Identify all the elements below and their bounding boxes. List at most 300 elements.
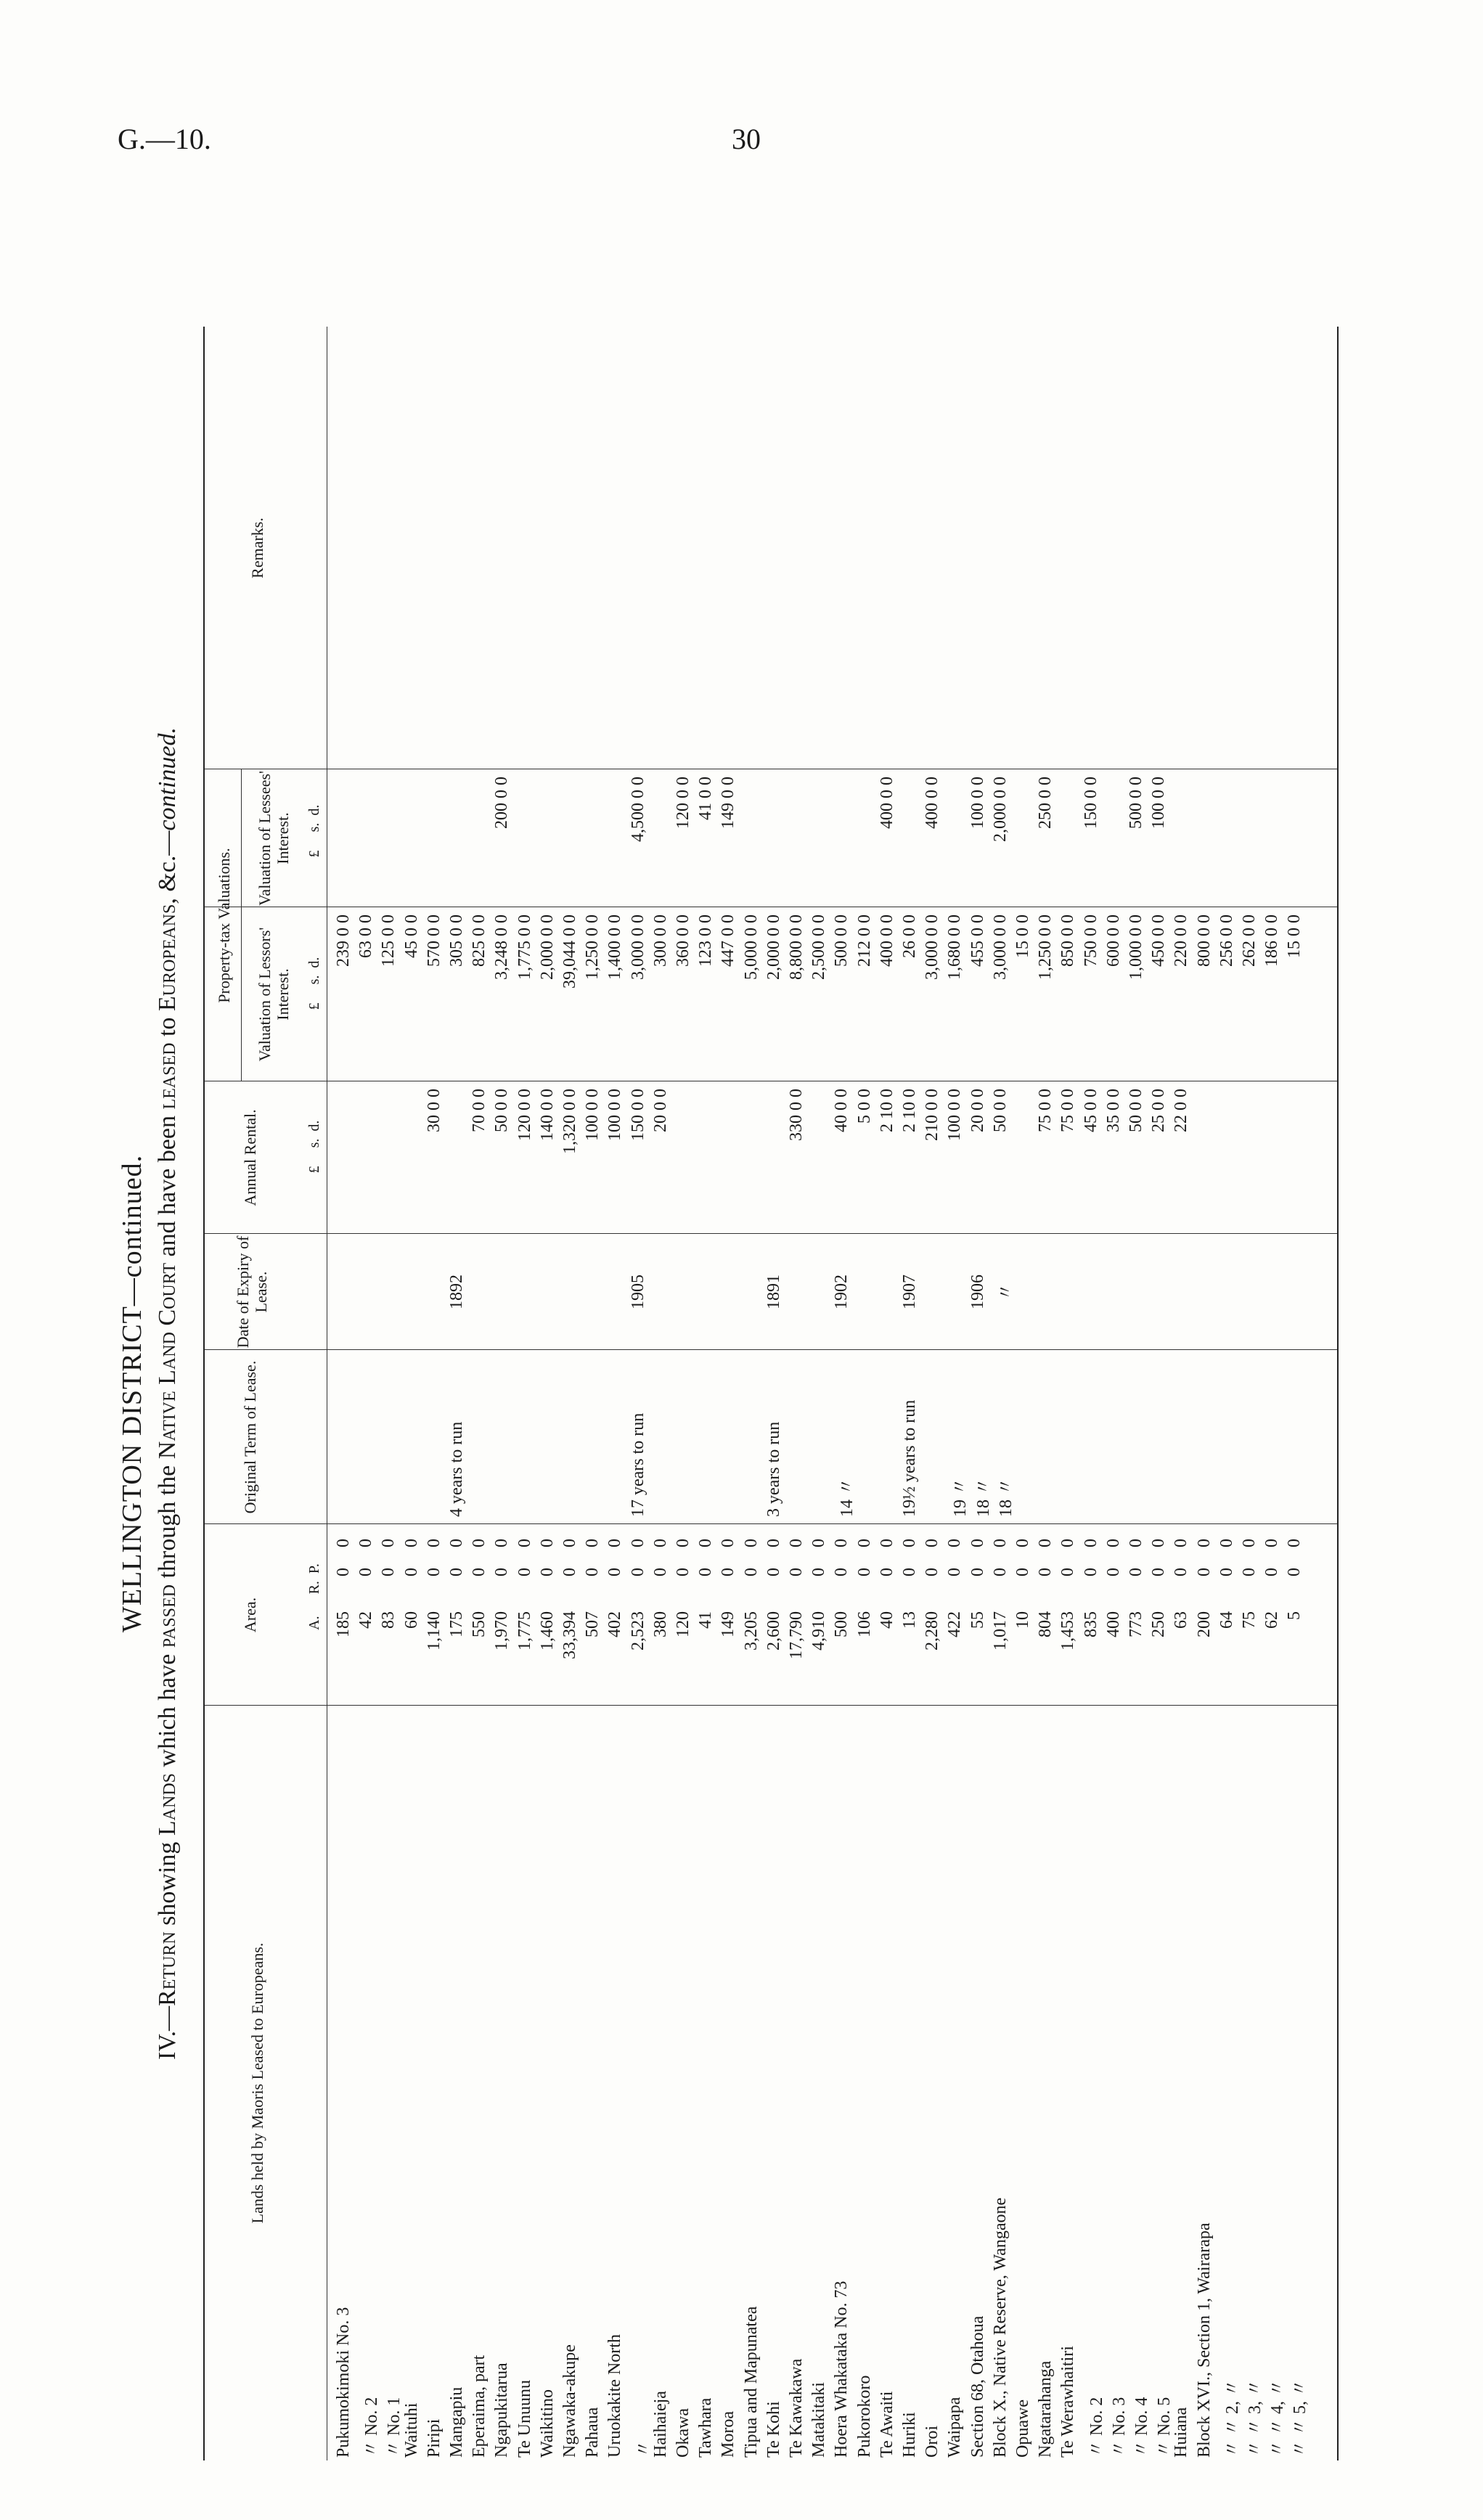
area-perches: 0 [696,1539,716,1547]
lessees-valuation: 120 0 0 [674,777,693,829]
area-roods: 0 [832,1568,851,1576]
annual-rental: 70 0 0 [470,1089,489,1132]
area-acres: 500 [832,1611,851,1637]
lands: 〃 〃 2, 〃 [1222,2379,1242,2458]
area-acres: 1,775 [515,1611,534,1650]
term: 17 years to run [628,1412,647,1517]
lands: Opuawe [1013,2400,1032,2458]
lands: 〃 〃 4, 〃 [1268,2379,1288,2458]
area-perches: 0 [719,1539,738,1547]
area-perches: 0 [492,1539,512,1547]
lessors-valuation: 3,248 0 0 [492,915,512,980]
term: 19 〃 [951,1478,971,1517]
lands: 〃 No. 4 [1132,2397,1151,2458]
area-roods: 0 [968,1568,987,1576]
annual-rental: 75 0 0 [1036,1089,1055,1132]
area-perches: 0 [379,1539,399,1547]
table-row [356,327,382,2460]
annual-rental: 330 0 0 [787,1089,806,1141]
area-roods: 0 [1217,1568,1236,1576]
lands: Te Awaiti [877,2391,896,2458]
annual-rental: 150 0 0 [628,1089,647,1141]
area-roods: 0 [1240,1568,1259,1576]
table-row [447,327,467,2460]
area-acres: 380 [650,1611,670,1637]
lessees-valuation: 250 0 0 [1036,777,1055,829]
lessors-units: £ s. d. [306,957,322,1010]
area-perches: 0 [741,1539,761,1547]
header-remarks: Remarks. [248,518,266,578]
annual-rental: 20 0 0 [968,1089,987,1132]
table-row [1217,327,1242,2460]
lands: Te Kohi [764,2401,783,2458]
table-row [787,327,806,2460]
lands: Tawhara [696,2397,716,2458]
expiry: 1906 [968,1275,987,1309]
expiry: 1892 [447,1275,466,1309]
term: 3 years to run [764,1421,783,1517]
lessors-valuation: 1,250 0 0 [583,915,602,980]
page-number: 30 [732,123,761,155]
area-perches: 0 [1217,1539,1236,1547]
area-perches: 0 [809,1539,829,1547]
area-perches: 0 [1036,1539,1055,1547]
area-perches: 0 [1172,1539,1191,1547]
area-roods: 0 [696,1568,716,1576]
lessors-valuation: 600 0 0 [1103,915,1123,967]
annual-rental: 35 0 0 [1103,1089,1123,1132]
lessees-valuation: 500 0 0 [1127,777,1145,829]
lands: Oroi [923,2426,942,2458]
lands: Ngapukitarua [492,2362,512,2458]
annual-rental: 20 0 0 [650,1089,670,1132]
annual-rental: 100 0 0 [605,1089,625,1141]
lessors-valuation: 8,800 0 0 [787,915,806,980]
area-perches: 0 [877,1539,896,1547]
lessors-valuation: 450 0 0 [1149,915,1169,967]
area-acres: 40 [877,1611,896,1629]
lands: 〃 〃 3, 〃 [1246,2379,1265,2458]
table-row [425,327,444,2460]
table-row [1058,327,1078,2460]
area-roods: 0 [1127,1568,1145,1576]
area-roods: 0 [787,1568,806,1576]
lessors-valuation: 15 0 0 [1285,915,1304,958]
lands: Moroa [719,2411,738,2458]
annual-rental: 45 0 0 [1081,1089,1100,1132]
annual-rental: 50 0 0 [990,1089,1010,1132]
document-code: G.—10. [118,123,211,155]
table-row [1036,327,1055,2460]
area-acres: 2,600 [764,1611,783,1650]
table-row [809,327,829,2460]
lessors-valuation: 45 0 0 [401,915,421,958]
area-acres: 175 [447,1611,466,1637]
lands: Huiana [1172,2407,1191,2458]
area-perches: 0 [447,1539,466,1547]
area-acres: 83 [379,1611,399,1629]
lessors-valuation: 26 0 0 [900,915,919,958]
lessees-valuation: 100 0 0 [968,777,987,829]
header-lessors: Valuation of Lessors' Interest. [256,927,293,1062]
table-row [674,327,693,2460]
term: 19½ years to run [900,1399,919,1517]
area-perches: 0 [968,1539,987,1547]
area-acres: 149 [719,1611,738,1637]
table-row [990,327,1016,2460]
area-perches: 0 [470,1539,489,1547]
area-acres: 773 [1127,1611,1145,1637]
lessors-valuation: 750 0 0 [1081,915,1100,967]
lessors-valuation: 2,000 0 0 [764,915,783,980]
annual-rental: 100 0 0 [583,1089,602,1141]
term: 4 years to run [447,1421,466,1517]
lessors-valuation: 2,000 0 0 [537,915,557,980]
area-acres: 2,280 [923,1611,942,1650]
lessors-valuation: 825 0 0 [470,915,489,967]
lessors-valuation: 2,500 0 0 [809,915,829,980]
lessors-valuation: 447 0 0 [719,915,738,967]
area-roods: 0 [1194,1568,1214,1576]
lessors-valuation: 256 0 0 [1217,915,1236,967]
area-acres: 507 [583,1611,602,1637]
lands: Huriki [900,2412,919,2458]
area-acres: 1,453 [1058,1611,1078,1650]
header-lessees: Valuation of Lessees' Interest. [256,770,293,907]
area-acres: 17,790 [787,1611,806,1659]
lessors-valuation: 5,000 0 0 [741,915,761,980]
lessors-valuation: 400 0 0 [877,915,896,967]
table-row [1172,327,1191,2460]
table-row [628,327,653,2460]
area-perches: 0 [1262,1539,1282,1547]
table-row [945,327,971,2460]
lands: Section 68, Otahoua [968,2315,987,2458]
area-roods: 0 [1285,1568,1304,1576]
area-acres: 64 [1217,1611,1236,1629]
area-perches: 0 [401,1539,421,1547]
area-acres: 250 [1149,1611,1169,1637]
area-perches: 0 [1013,1539,1032,1547]
table-row [1013,327,1033,2460]
area-acres: 400 [1103,1611,1123,1637]
lands: Waipapa [945,2397,965,2458]
table-row [742,327,761,2460]
lands: Ngatarahanga [1036,2360,1055,2458]
expiry: 〃 [996,1283,1016,1301]
lands: Te Werawhaitiri [1058,2346,1078,2458]
lease-table [203,327,1339,2460]
lands: Pukorokoro [854,2375,874,2458]
area-perches: 0 [560,1539,579,1547]
area-roods: 0 [674,1568,693,1576]
area-acres: 1,140 [424,1611,444,1650]
lands: Block XVI., Section 1, Wairarapa [1194,2222,1214,2458]
subheader-rule [241,769,242,1081]
lands: 〃 No. 3 [1109,2397,1129,2458]
rental-units: £ s. d. [306,1120,322,1174]
lands: Piripi [424,2418,444,2458]
header-lands: Lands held by Maoris Leased to Europeans. [248,1942,266,2224]
lessees-valuation: 100 0 0 [1149,777,1169,829]
annual-rental: 100 0 0 [945,1089,965,1141]
lessors-valuation: 123 0 0 [696,915,716,967]
area-acres: 55 [968,1611,987,1629]
lessors-valuation: 220 0 0 [1172,915,1191,967]
lands: Haihaieja [650,2391,670,2458]
area-roods: 0 [447,1568,466,1576]
lessors-valuation: 186 0 0 [1262,915,1282,967]
area-perches: 0 [1081,1539,1100,1547]
area-roods: 0 [854,1568,874,1576]
table-row [696,327,716,2460]
annual-rental: 210 0 0 [923,1089,942,1141]
area-roods: 0 [1172,1568,1191,1576]
area-roods: 0 [334,1568,353,1576]
table-row [878,327,897,2460]
area-acres: 33,394 [560,1611,579,1659]
lands: Matakitaki [809,2382,829,2458]
annual-rental: 75 0 0 [1058,1089,1078,1132]
area-perches: 0 [923,1539,942,1547]
table-row [900,327,920,2460]
table-row [492,327,512,2460]
area-acres: 804 [1036,1611,1055,1637]
area-perches: 0 [583,1539,602,1547]
area-perches: 0 [356,1539,376,1547]
expiry: 1902 [832,1275,851,1309]
area-acres: 1,970 [492,1611,512,1650]
lands: 〃 〃 5, 〃 [1291,2379,1310,2458]
lands: Okawa [674,2408,693,2458]
table-row [402,327,422,2460]
area-roods: 0 [1036,1568,1055,1576]
lands: 〃 No. 2 [362,2397,382,2458]
area-perches: 0 [764,1539,783,1547]
table-row [515,327,535,2460]
annual-rental: 50 0 0 [492,1089,512,1132]
annual-rental: 50 0 0 [1127,1089,1145,1132]
area-acres: 200 [1194,1611,1214,1637]
lands: Te Unuunu [515,2380,534,2458]
area-acres: 75 [1240,1611,1259,1629]
lessors-valuation: 1,400 0 0 [605,915,625,980]
lands: Tipua and Mapunatea [741,2306,761,2458]
area-roods: 0 [900,1568,919,1576]
area-roods: 0 [764,1568,783,1576]
table-row [470,327,489,2460]
lessors-valuation: 3,000 0 0 [628,915,647,980]
table-row [1149,327,1174,2460]
area-roods: 0 [515,1568,534,1576]
table-row [855,327,875,2460]
area-acres: 62 [1262,1611,1282,1629]
lessees-valuation: 400 0 0 [877,777,896,829]
lessors-valuation: 1,000 0 0 [1127,915,1145,980]
table-row [1081,327,1106,2460]
area-roods: 0 [628,1568,647,1576]
annual-rental: 140 0 0 [537,1089,557,1141]
area-acres: 402 [605,1611,625,1637]
area-perches: 0 [628,1539,647,1547]
lessees-valuation: 2,000 0 0 [990,777,1010,842]
area-perches: 0 [1194,1539,1214,1547]
header-expiry: Date of Expiry of Lease. [234,1235,271,1349]
area-perches: 0 [854,1539,874,1547]
area-roods: 0 [537,1568,557,1576]
area-roods: 0 [1149,1568,1169,1576]
area-roods: 0 [1058,1568,1078,1576]
lands: Te Kawakawa [787,2358,806,2458]
lessors-valuation: 850 0 0 [1058,915,1078,967]
area-roods: 0 [492,1568,512,1576]
area-roods: 0 [424,1568,444,1576]
area-roods: 0 [1103,1568,1123,1576]
area-roods: 0 [1013,1568,1032,1576]
area-acres: 42 [356,1611,376,1629]
area-roods: 0 [650,1568,670,1576]
lands: Mangapiu [447,2386,466,2458]
area-perches: 0 [1240,1539,1259,1547]
area-perches: 0 [832,1539,851,1547]
annual-rental: 2 10 0 [877,1089,896,1132]
expiry: 1905 [628,1275,647,1309]
area-acres: 10 [1013,1611,1032,1629]
area-roods: 0 [401,1568,421,1576]
area-acres: 4,910 [809,1611,829,1650]
header-property-tax: Property-tax Valuations. [215,848,233,1003]
table-row [719,327,738,2460]
header-term: Original Term of Lease. [241,1360,259,1514]
table-row [583,327,602,2460]
area-acres: 41 [696,1611,716,1629]
lessors-valuation: 570 0 0 [424,915,444,967]
area-perches: 0 [515,1539,534,1547]
table-row [1262,327,1288,2460]
expiry: 1891 [764,1275,783,1309]
lessors-valuation: 1,680 0 0 [945,915,965,980]
area-perches: 0 [605,1539,625,1547]
area-perches: 0 [1103,1539,1123,1547]
area-perches: 0 [334,1539,353,1547]
area-roods: 0 [1262,1568,1282,1576]
area-perches: 0 [1149,1539,1169,1547]
area-acres: 422 [945,1611,965,1637]
lands: 〃 No. 1 [385,2397,404,2458]
area-roods: 0 [809,1568,829,1576]
lands: Block X., Native Reserve, Wangaone [990,2197,1010,2458]
area-roods: 0 [379,1568,399,1576]
lessors-valuation: 500 0 0 [832,915,851,967]
area-perches: 0 [1058,1539,1078,1547]
table-row [1195,327,1214,2460]
table-row [1240,327,1265,2460]
table-row [560,327,580,2460]
lands: Uruokakite North [605,2334,625,2458]
area-roods: 0 [990,1568,1010,1576]
lessors-valuation: 1,775 0 0 [515,915,534,980]
area-roods: 0 [605,1568,625,1576]
district-title: WELLINGTON DISTRICT—continued. [117,1154,147,1633]
lessors-valuation: 305 0 0 [447,915,466,967]
lessees-valuation: 150 0 0 [1081,777,1100,829]
lands: Ngawaka-akupe [560,2344,579,2458]
lessors-valuation: 800 0 0 [1194,915,1214,967]
area-perches: 0 [900,1539,919,1547]
table-row [1127,327,1151,2460]
area-roods: 0 [719,1568,738,1576]
area-acres: 60 [401,1611,421,1629]
lands: Eperaima, part [470,2355,489,2458]
lands: 〃 No. 5 [1155,2397,1174,2458]
area-perches: 0 [1285,1539,1304,1547]
table-row [538,327,557,2460]
area-acres: 835 [1081,1611,1100,1637]
area-roods: 0 [945,1568,965,1576]
area-units: A. R. P. [306,1563,322,1630]
area-acres: 63 [1172,1611,1191,1629]
area-acres: 106 [854,1611,874,1637]
table-row [1285,327,1310,2460]
lessors-valuation: 39,044 0 0 [560,915,579,989]
lessors-valuation: 300 0 0 [650,915,670,967]
lessors-valuation: 15 0 0 [1013,915,1032,958]
area-roods: 0 [923,1568,942,1576]
area-perches: 0 [990,1539,1010,1547]
annual-rental: 120 0 0 [515,1089,534,1141]
area-roods: 0 [877,1568,896,1576]
lands: Waituhi [401,2402,421,2458]
annual-rental: 40 0 0 [832,1089,851,1132]
area-perches: 0 [1127,1539,1145,1547]
lessors-valuation: 239 0 0 [334,915,353,967]
lands: 〃 [634,2440,653,2458]
header-rental: Annual Rental. [241,1109,259,1206]
lessors-valuation: 212 0 0 [854,915,874,967]
lessees-valuation: 4,500 0 0 [628,777,647,842]
table-row [651,327,671,2460]
annual-rental: 5 0 0 [854,1089,874,1124]
area-perches: 0 [674,1539,693,1547]
lessors-valuation: 3,000 0 0 [990,915,1010,980]
area-perches: 0 [537,1539,557,1547]
term: 18 〃 [973,1478,993,1517]
table-row [764,327,784,2460]
expiry: 1907 [900,1275,919,1309]
area-acres: 550 [470,1611,489,1637]
area-acres: 1,017 [990,1611,1010,1650]
lessees-valuation: 400 0 0 [923,777,942,829]
area-acres: 13 [900,1611,919,1629]
area-perches: 0 [945,1539,965,1547]
lands: 〃 No. 2 [1087,2397,1106,2458]
return-subtitle: IV.—Return showing Lands which have passed through the Native Land Court and have been leased to Europeans, &c.—continued. [154,727,181,2061]
lands: Pahaua [583,2407,602,2458]
area-roods: 0 [560,1568,579,1576]
lessors-valuation: 3,000 0 0 [923,915,942,980]
area-roods: 0 [583,1568,602,1576]
table-row [334,327,354,2460]
table-row [968,327,993,2460]
header-area: Area. [241,1597,259,1633]
lessees-valuation: 149 0 0 [719,777,738,829]
area-roods: 0 [741,1568,761,1576]
area-perches: 0 [424,1539,444,1547]
table-row [832,327,857,2460]
lessees-units: £ s. d. [306,804,322,858]
annual-rental: 25 0 0 [1149,1089,1169,1132]
area-acres: 1,460 [537,1611,557,1650]
